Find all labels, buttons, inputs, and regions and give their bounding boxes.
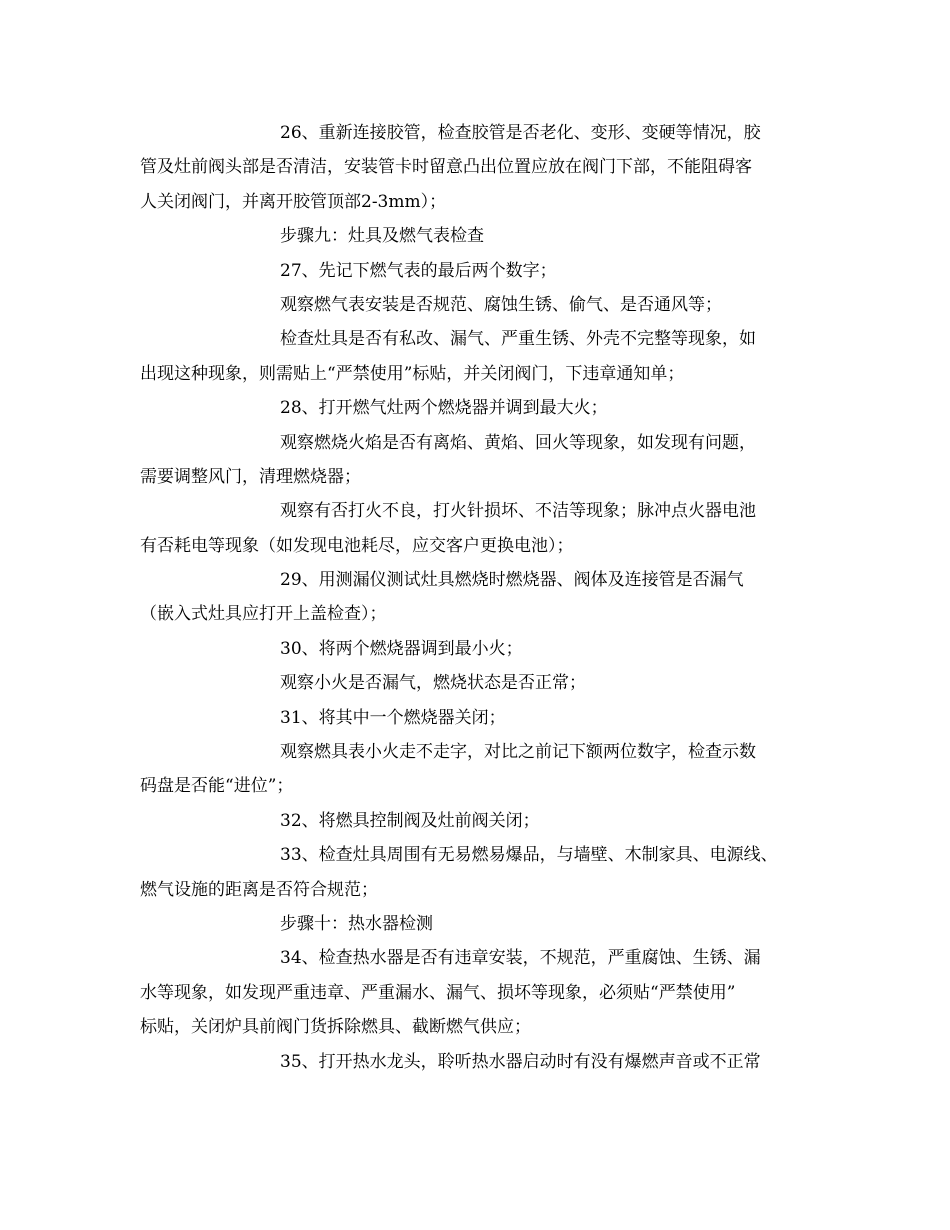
text-line: 29、用测漏仪测试灶具燃烧时燃烧器、阀体及连接管是否漏气 xyxy=(280,570,744,591)
text-line: 人关闭阀门，并离开胶管顶部2-3mm）； xyxy=(140,191,447,212)
text-line: 水等现象，如发现严重违章、严重漏水、漏气、损坏等现象，必须贴“严禁使用” xyxy=(140,982,736,1003)
text-line: 管及灶前阀头部是否清洁，安装管卡时留意凸出位置应放在阀门下部，不能阻碍客 xyxy=(140,157,752,178)
text-line: 33、检查灶具周围有无易燃易爆品，与墙壁、木制家具、电源线、 xyxy=(280,845,778,866)
step-heading: 步骤九：灶具及燃气表检查 xyxy=(280,226,484,247)
text-line: 观察燃气表安装是否规范、腐蚀生锈、偷气、是否通风等； xyxy=(280,294,722,315)
text-line: 标贴，关闭炉具前阀门货拆除燃具、截断燃气供应； xyxy=(140,1017,531,1038)
text-line: 27、先记下燃气表的最后两个数字； xyxy=(280,260,557,281)
text-line: 28、打开燃气灶两个燃烧器并调到最大火； xyxy=(280,398,608,419)
text-line: 检查灶具是否有私改、漏气、严重生锈、外壳不完整等现象，如 xyxy=(280,329,756,350)
text-line: 需要调整风门，清理燃烧器； xyxy=(140,466,361,487)
step-heading: 步骤十：热水器检测 xyxy=(280,913,433,934)
text-line: 观察燃烧火焰是否有离焰、黄焰、回火等现象，如发现有问题， xyxy=(280,432,756,453)
text-line: 34、检查热水器是否有违章安装，不规范，严重腐蚀、生锈、漏 xyxy=(280,948,761,969)
text-line: 26、重新连接胶管，检查胶管是否老化、变形、变硬等情况，胶 xyxy=(280,123,761,143)
text-line: （嵌入式灶具应打开上盖检查）； xyxy=(140,604,387,625)
text-line: 码盘是否能“进位”； xyxy=(140,776,294,797)
text-line: 30、将两个燃烧器调到最小火； xyxy=(280,638,523,659)
text-line: 观察燃具表小火走不走字，对比之前记下额两位数字，检查示数 xyxy=(280,742,756,763)
text-line: 出现这种现象，则需贴上“严禁使用”标贴，并关闭阀门，下违章通知单； xyxy=(140,363,685,384)
text-line: 32、将燃具控制阀及灶前阀关闭； xyxy=(280,810,540,831)
text-line: 35、打开热水龙头，聆听热水器启动时有没有爆燃声音或不正常 xyxy=(280,1051,761,1072)
text-line: 31、将其中一个燃烧器关闭； xyxy=(280,707,506,728)
text-line: 有否耗电等现象（如发现电池耗尽，应交客户更换电池）； xyxy=(140,535,574,556)
text-line: 观察有否打火不良，打火针损坏、不洁等现象；脉冲点火器电池 xyxy=(280,501,756,522)
text-line: 燃气设施的距离是否符合规范； xyxy=(140,879,378,900)
document-body xyxy=(140,116,816,1079)
text-line: 观察小火是否漏气，燃烧状态是否正常； xyxy=(280,673,586,694)
